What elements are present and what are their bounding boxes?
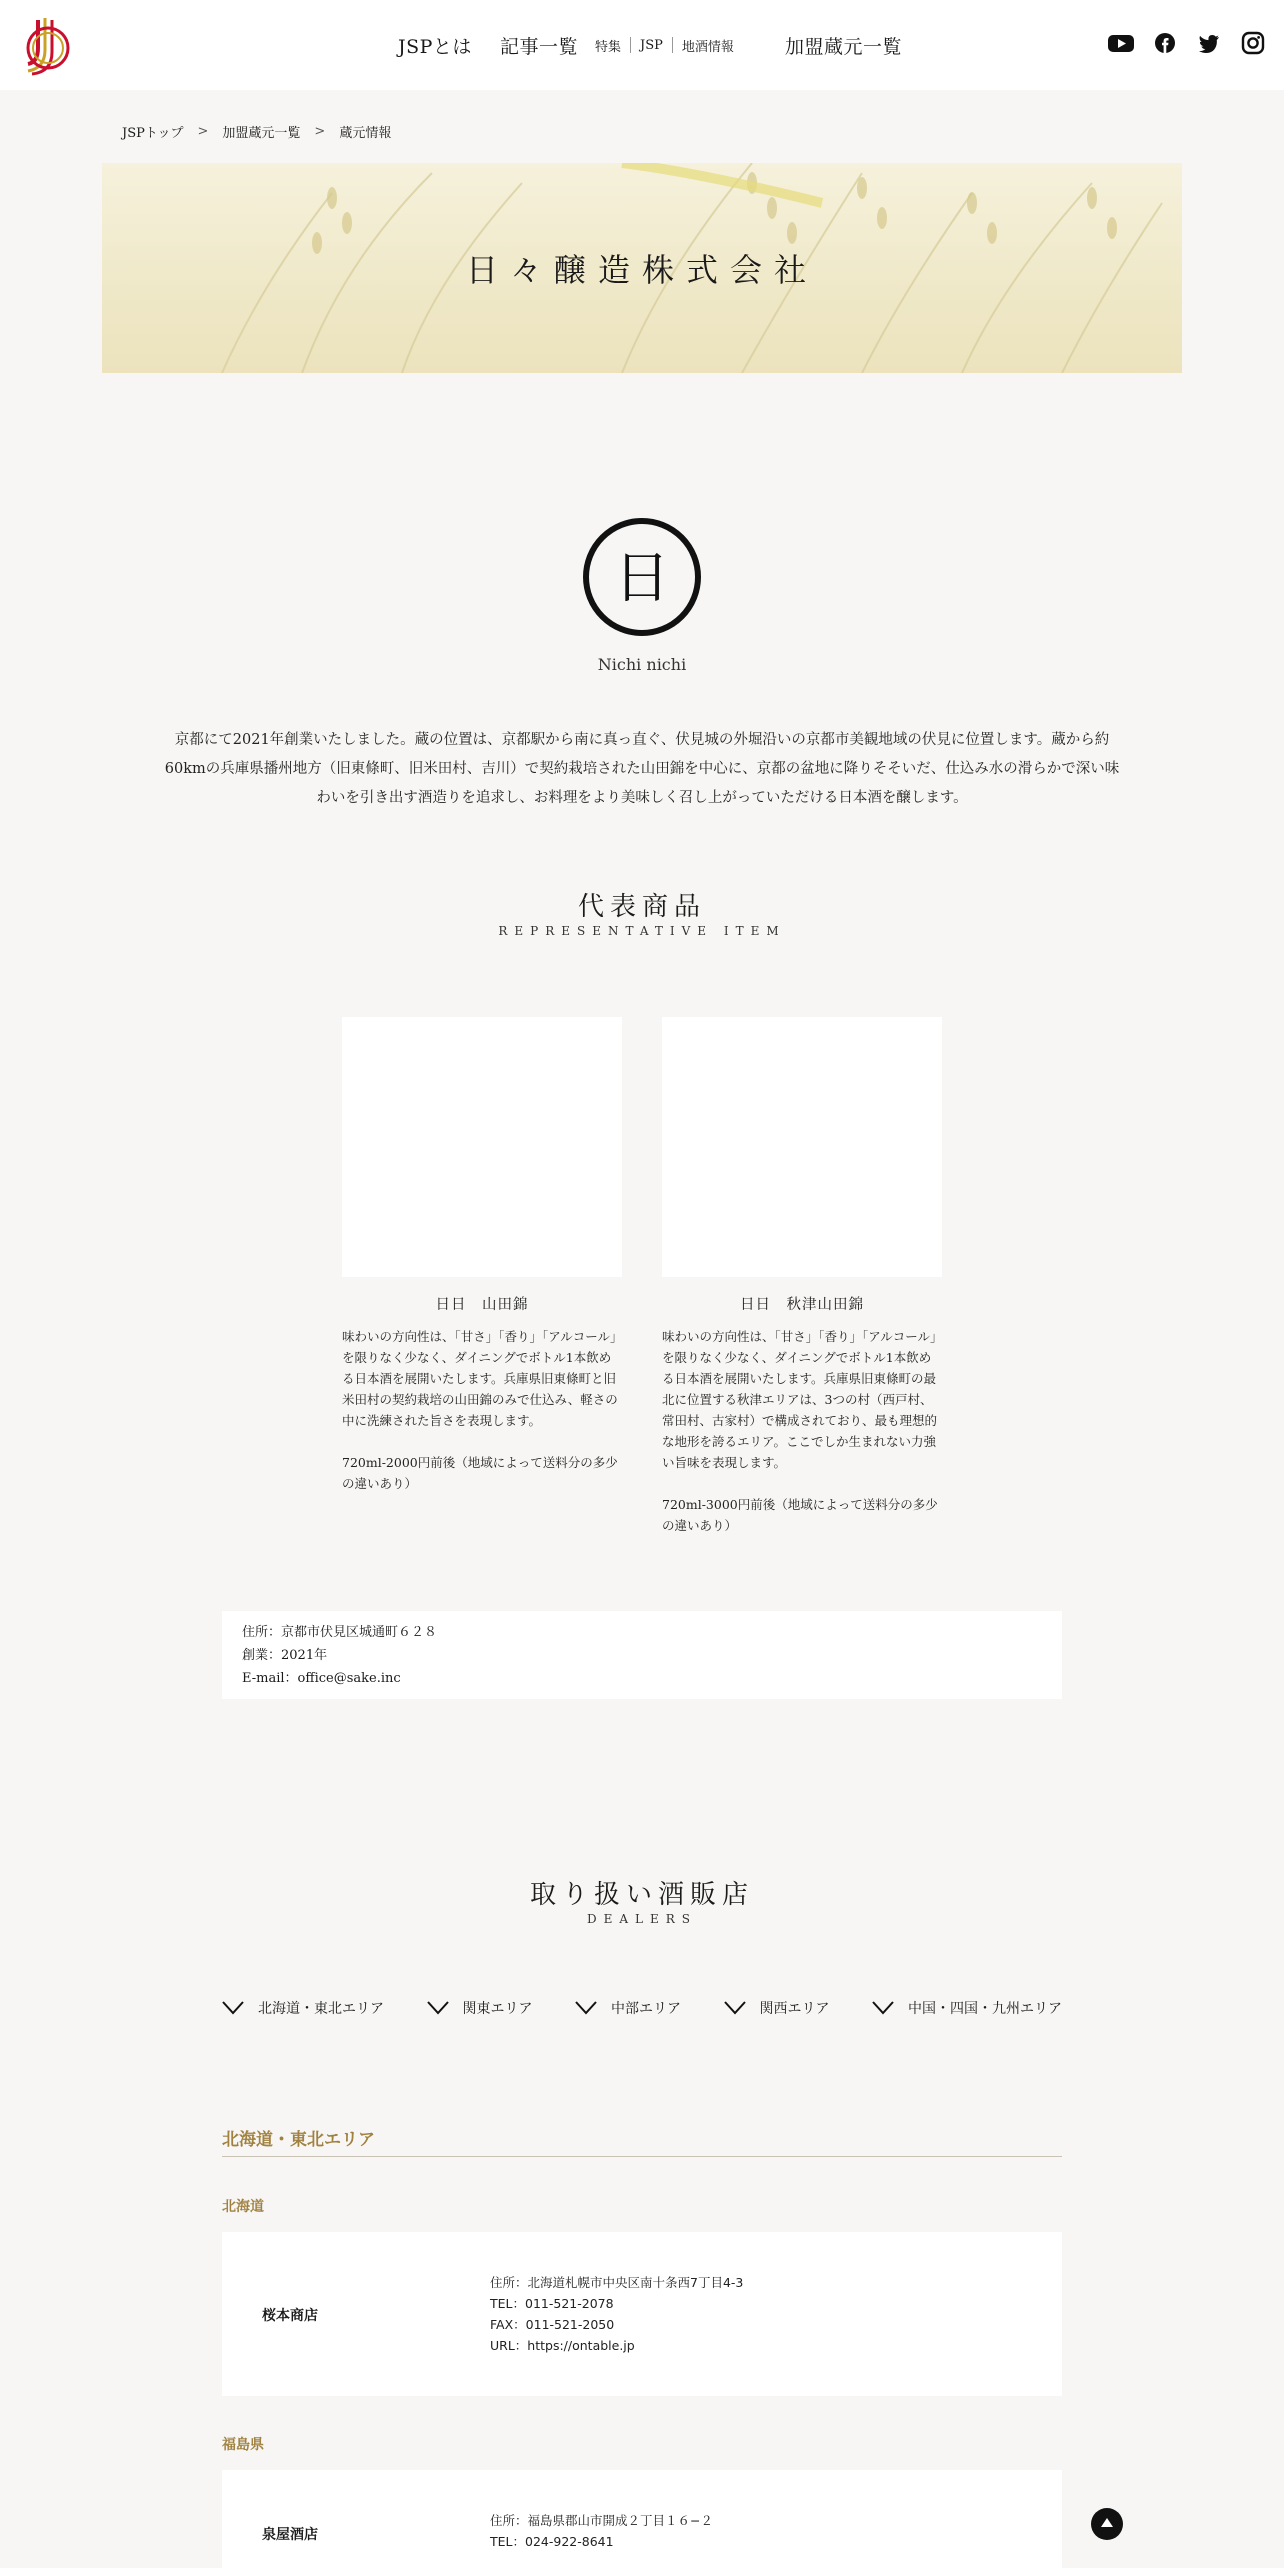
product-image[interactable] xyxy=(662,1017,942,1277)
brewery-founded: 創業：2021年 xyxy=(242,1648,328,1663)
product-name: 日日 山田錦 xyxy=(435,1297,529,1313)
area-tab-label: 関西エリア xyxy=(759,2001,830,2017)
breadcrumb-top[interactable]: JSPトップ xyxy=(122,126,184,141)
dealer-name: 泉屋酒店 xyxy=(262,2527,318,2543)
area-tab-kanto[interactable] xyxy=(427,1998,533,2018)
region-heading: 北海道・東北エリア xyxy=(222,2130,375,2150)
dealer-address: 住所：福島県郡山市開成２丁目１６−２ xyxy=(490,2513,713,2528)
area-tab-label: 中部エリア xyxy=(611,2001,681,2017)
product-description: 味わいの方向性は、「甘さ」「香り」「アルコール」を限りなく少なく、ダイニングでボトル1本飲める日本酒を展開いたします。兵庫県旧東條町の最北に位置する秋津エリアは、3つの村（西戸村、常田村、古家村）で構成されており、最も理想的な地形を誇るエリア。ここでしか生まれない力強い旨味を表現します。 xyxy=(662,1329,938,1470)
product-card[interactable] xyxy=(342,1017,622,1494)
area-tab-chubu[interactable] xyxy=(575,1998,681,2018)
nav-sub-links xyxy=(595,0,734,90)
chevron-down-icon xyxy=(575,2001,597,2015)
breadcrumb xyxy=(122,122,391,141)
brewery-intro: 京都にて2021年創業いたしました。蔵の位置は、京都駅から南に真っ直ぐ、伏見城の外堀沿いの京都市美観地域の伏見に位置します。蔵から約60kmの兵庫県播州地方（旧東條町、旧米田村、吉川）で契約栽培された山田錦を中心に、京都の盆地に降りそそいだ、仕込み水の滑らかで深い味わいを引き出す酒造りを追求し、お料理をより美味しく召し上がっていただける日本酒を醸します。 xyxy=(164,732,1120,806)
product-price: 720ml-3000円前後（地域によって送料分の多少の違いあり） xyxy=(662,1497,938,1533)
chevron-down-icon xyxy=(222,2001,244,2015)
prefecture-heading: 福島県 xyxy=(222,2437,264,2453)
dealer-details xyxy=(490,2510,713,2552)
product-price: 720ml-2000円前後（地域によって送料分の多少の違いあり） xyxy=(342,1455,618,1491)
jsp-logo-icon[interactable] xyxy=(18,14,76,76)
brewery-email[interactable]: E-mail：office@sake.inc xyxy=(242,1671,401,1686)
product-description: 味わいの方向性は、「甘さ」「香り」「アルコール」を限りなく少なく、ダイニングでボトル1本飲める日本酒を展開いたします。兵庫県旧東條町と旧米田村の契約栽培の山田錦のみで仕込み、軽さの中に洗練された旨さを表現します。 xyxy=(342,1329,618,1428)
arrow-up-icon xyxy=(1091,2508,1123,2540)
product-image[interactable] xyxy=(342,1017,622,1277)
nav-about[interactable]: JSPとは xyxy=(398,35,472,58)
divider xyxy=(222,2156,1062,2157)
breadcrumb-current: 蔵元情報 xyxy=(339,126,392,141)
svg-text:日: 日 xyxy=(614,546,670,611)
area-tabs xyxy=(222,1998,1062,2018)
chevron-down-icon xyxy=(427,2001,449,2015)
breadcrumb-separator: > xyxy=(314,124,326,139)
chevron-down-icon xyxy=(724,2001,746,2015)
dealer-tel: TEL：011-521-2078 xyxy=(490,2296,614,2311)
instagram-icon[interactable] xyxy=(1240,30,1266,56)
area-tab-label: 関東エリア xyxy=(462,2001,533,2017)
dealer-url[interactable]: URL：https://ontable.jp xyxy=(490,2338,635,2353)
page-title: 日々醸造株式会社 xyxy=(465,251,818,289)
dealer-details xyxy=(490,2272,743,2356)
facebook-icon[interactable] xyxy=(1152,30,1178,56)
prefecture-heading: 北海道 xyxy=(222,2199,264,2215)
dealer-name: 桜本商店 xyxy=(262,2308,318,2324)
back-to-top-button[interactable] xyxy=(1091,2508,1123,2540)
product-card[interactable] xyxy=(662,1017,942,1536)
breadcrumb-separator: > xyxy=(197,124,209,139)
area-tab-label: 中国・四国・九州エリア xyxy=(908,2001,1062,2017)
brewery-info xyxy=(222,1611,1062,1699)
nav-feature[interactable]: 特集 xyxy=(595,39,622,55)
area-tab-kansai[interactable] xyxy=(724,1998,830,2018)
site-header xyxy=(0,0,1284,90)
nav-separator xyxy=(672,37,673,53)
dealer-address: 住所：北海道札幌市中央区南十条西7丁目4-3 xyxy=(490,2275,744,2290)
chevron-down-icon xyxy=(872,2001,894,2015)
brand-name: Nichi nichi xyxy=(597,655,687,674)
nav-breweries[interactable]: 加盟蔵元一覧 xyxy=(785,35,903,58)
brand-logo-icon xyxy=(580,515,704,639)
brewery-address: 住所：京都市伏見区城通町６２８ xyxy=(242,1625,438,1640)
products-subtitle: REPRESENTATIVE ITEM xyxy=(498,924,786,938)
dealers-subtitle: DEALERS xyxy=(586,1912,698,1926)
dealer-card xyxy=(222,2232,1062,2396)
dealer-card xyxy=(222,2470,1062,2568)
area-tab-label: 北海道・東北エリア xyxy=(258,2001,384,2017)
dealer-tel: TEL：024-922-8641 xyxy=(490,2534,614,2549)
dealers-title: 取り扱い酒販店 xyxy=(529,1880,754,1910)
products-title: 代表商品 xyxy=(577,892,706,922)
twitter-icon[interactable] xyxy=(1196,30,1222,56)
nav-jsp[interactable]: JSP xyxy=(640,37,663,53)
nav-local-sake[interactable]: 地酒情報 xyxy=(681,39,734,55)
nav-articles[interactable]: 記事一覧 xyxy=(500,35,579,58)
youtube-icon[interactable] xyxy=(1108,30,1134,56)
social-links xyxy=(1108,30,1266,56)
breadcrumb-breweries[interactable]: 加盟蔵元一覧 xyxy=(222,126,301,141)
hero-banner xyxy=(102,163,1182,373)
product-name: 日日 秋津山田錦 xyxy=(740,1297,864,1313)
dealer-fax: FAX：011-521-2050 xyxy=(490,2317,615,2332)
nav-separator xyxy=(630,37,631,53)
area-tab-chugoku-shikoku-kyushu[interactable] xyxy=(872,1998,1062,2018)
area-tab-hokkaido-tohoku[interactable] xyxy=(222,1998,384,2018)
